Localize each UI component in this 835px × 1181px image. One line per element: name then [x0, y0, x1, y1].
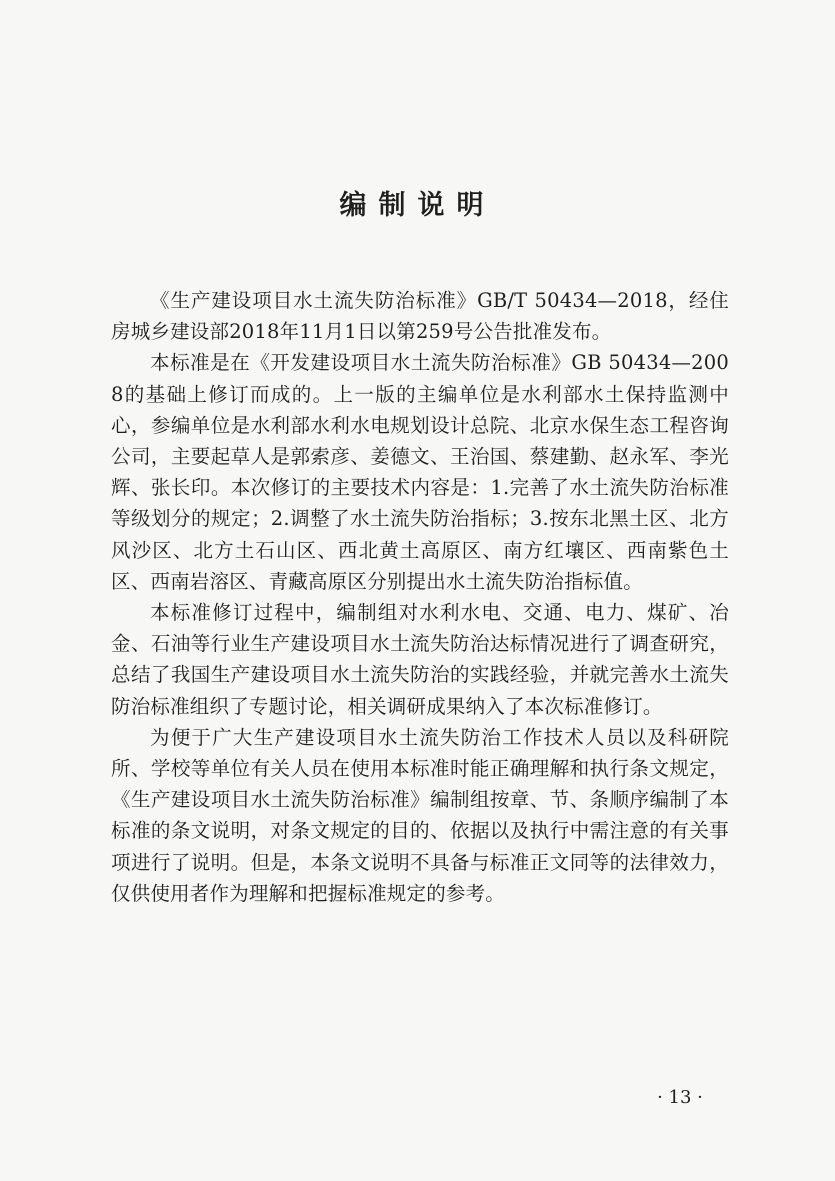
paragraph-4: 为便于广大生产建设项目水土流失防治工作技术人员以及科研院所、学校等单位有关人员在使用本标准时能正确理解和执行条文规定，《生产建设项目水土流失防治标准》编制组按章、节、条顺序编制了本标准的条文说明，对条文规定的目的、依据以及执行中需注意的有关事项进行了说明。但是，本条文说明不具备与标准正文同等的法律效力，仅供使用者作为理解和把握标准规定的参考。 [111, 725, 729, 905]
paragraph-2: 本标准是在《开发建设项目水土流失防治标准》GB 50434—2008的基础上修订而成的。上一版的主编单位是水利部水土保持监测中心，参编单位是水利部水利水电规划设计总院、北京水保生态工程咨询公司，主要起草人是郭索彦、姜德文、王治国、蔡建勤、赵永军、李光辉、张长印。本次修订的主要技术内容是：1.完善了水土流失防治标准等级划分的规定；2.调整了水土流失防治指标；3.按东北黑土区、北方风沙区、北方土石山区、西北黄土高原区、南方红壤区、西南紫色土区、西南岩溶区、青藏高原区分别提出水土流失防治指标值。 [111, 351, 729, 593]
paragraph-3: 本标准修订过程中，编制组对水利水电、交通、电力、煤矿、冶金、石油等行业生产建设项目水土流失防治达标情况进行了调查研究，总结了我国生产建设项目水土流失防治的实践经验，并就完善水土流失防治标准组织了专题讨论，相关调研成果纳入了本次标准修订。 [111, 601, 729, 718]
paragraph-1: 《生产建设项目水土流失防治标准》GB/T 50434—2018，经住房城乡建设部2018年11月1日以第259号公告批准发布。 [111, 289, 729, 344]
page-number: · 13 · [657, 1087, 703, 1108]
body-text [111, 285, 729, 909]
page-title: 编制说明 [339, 190, 496, 221]
